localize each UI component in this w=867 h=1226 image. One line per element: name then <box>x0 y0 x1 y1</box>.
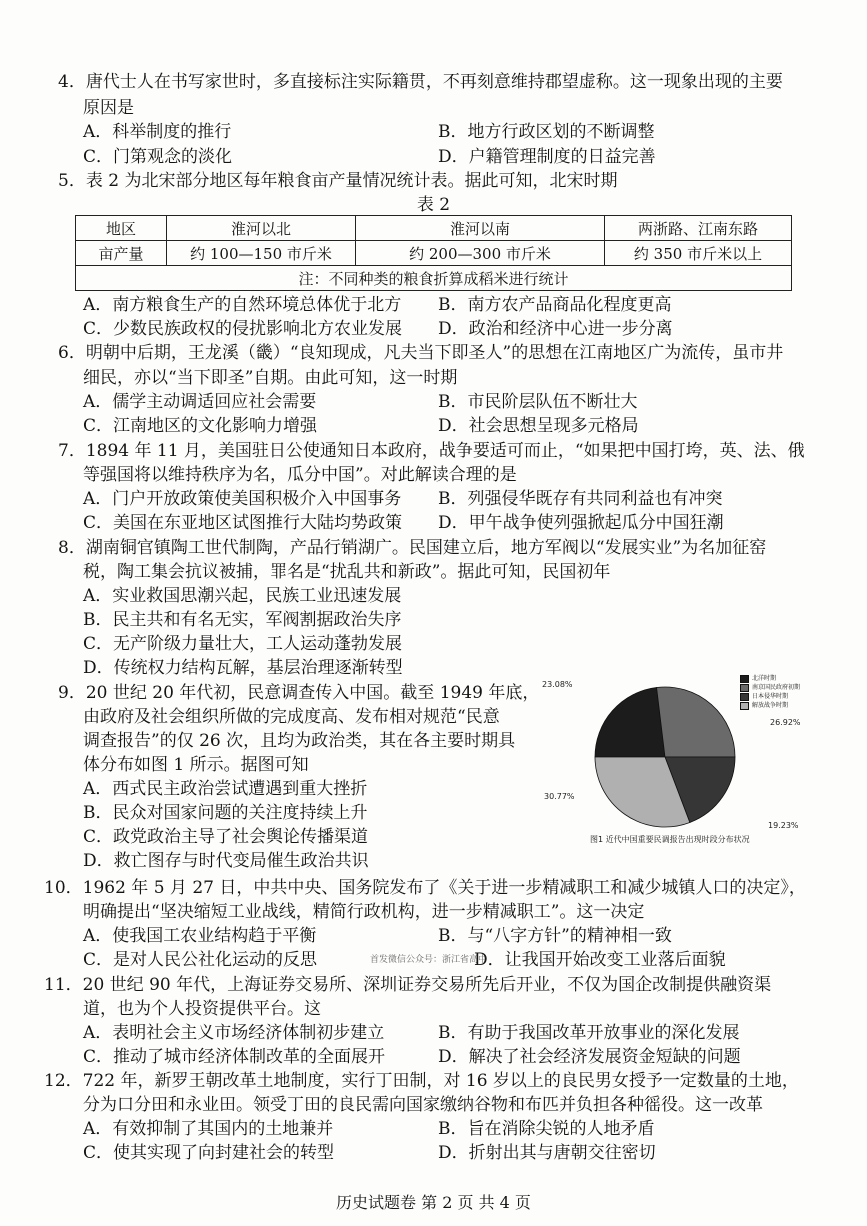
q10-stem-line1: 10．1962 年 5 月 27 日，中共中央、国务院发布了《关于进一步精减职工和减少城镇人口的决定》， <box>44 878 806 898</box>
q8-option-d: D．传统权力结构瓦解，基层治理逐渐转型 <box>83 658 403 678</box>
legend-item <box>740 683 800 692</box>
pie-label: 26.92% <box>770 718 801 727</box>
legend-label: 日本侵华时期 <box>752 693 789 700</box>
q6-option-b: B．市民阶层队伍不断壮大 <box>438 392 638 412</box>
q6-option-a: A．儒学主动调适回应社会需要 <box>83 392 317 412</box>
q8-stem-line2: 税，陶工集会抗议被捕，罪名是“扰乱共和新政”。据此可知，民国初年 <box>83 562 611 582</box>
legend-swatch <box>740 693 749 701</box>
q4-stem-line2: 原因是 <box>83 98 134 118</box>
q11-stem-line2: 道，也为个人投资提供平台。这 <box>83 999 321 1019</box>
q7-option-a: A．门户开放政策使美国积极介入中国事务 <box>83 489 402 509</box>
q6-stem-line1: 6．明朝中后期，王龙溪（畿）“良知现成，凡夫当下即圣人”的思想在江南地区广为流传，虽市井 <box>58 343 784 363</box>
q12-option-d: D．折射出其与唐朝交往密切 <box>438 1143 656 1163</box>
table-header-cell: 两浙路、江南东路 <box>605 216 792 241</box>
q8-option-b: B．民主共和有名无实，军阀割据政治失序 <box>83 610 402 630</box>
q9-stem-line2: 由政府及社会组织所做的完成度高、发布相对规范“民意 <box>83 707 500 727</box>
q9-stem-line4: 体分布如图 1 所示。据图可知 <box>83 755 309 775</box>
legend-item <box>740 701 800 710</box>
q9-option-d: D．救亡图存与时代变局催生政治共识 <box>83 851 369 871</box>
q12-stem-line2: 分为口分田和永业田。领受丁田的良民需向国家缴纳谷物和布匹并负担各种徭役。这一改革 <box>83 1095 763 1115</box>
pie-legend <box>740 674 800 710</box>
figure-1-pie-chart <box>540 672 845 857</box>
q5-table-title: 表 2 <box>416 195 451 215</box>
table-cell: 约 100—150 市斤米 <box>167 241 356 266</box>
q4-option-b: B．地方行政区划的不断调整 <box>438 122 655 142</box>
legend-item <box>740 692 800 701</box>
table-cell: 亩产量 <box>76 241 167 266</box>
q12-stem-line1: 12．722 年，新罗王朝改革土地制度，实行丁田制，对 16 岁以上的良民男女授予一定数量的土地， <box>44 1071 799 1091</box>
q4-option-d: D．户籍管理制度的日益完善 <box>438 147 656 167</box>
pie-label: 23.08% <box>542 680 573 689</box>
pie-slice <box>657 687 735 757</box>
legend-swatch <box>740 702 749 710</box>
q5-option-a: A．南方粮食生产的自然环境总体优于北方 <box>83 295 402 315</box>
q10-option-b: B．与“八字方针”的精神相一致 <box>438 926 672 946</box>
q7-stem-line2: 等强国将以维持秩序为名，瓜分中国”。对此解读合理的是 <box>83 465 517 485</box>
q5-table <box>75 215 792 291</box>
figure-caption: 图1 近代中国重要民调报告出现时段分布状况 <box>590 835 750 844</box>
q11-option-b: B．有助于我国改革开放事业的深化发展 <box>438 1023 740 1043</box>
q10-stem-line2: 明确提出“坚决缩短工业战线，精简行政机构，进一步精减职工”。这一决定 <box>83 902 645 922</box>
table-note: 注：不同种类的粮食折算成稻米进行统计 <box>76 266 792 291</box>
q11-option-c: C．推动了城市经济体制改革的全面展开 <box>83 1047 386 1067</box>
table-cell: 约 350 市斤米以上 <box>605 241 792 266</box>
q4-option-c: C．门第观念的淡化 <box>83 147 233 167</box>
q9-option-c: C．政党政治主导了社会舆论传播渠道 <box>83 827 369 847</box>
q8-option-c: C．无产阶级力量壮大，工人运动蓬勃发展 <box>83 634 403 654</box>
watermark: 首发微信公众号：浙江省高中 <box>370 955 488 965</box>
legend-label: 解放战争时期 <box>752 702 789 709</box>
q7-stem-line1: 7．1894 年 11 月，美国驻日公使通知日本政府，战争要适可而止，“如果把中国打垮，英、法、俄 <box>58 441 805 461</box>
q9-option-a: A．西式民主政治尝试遭遇到重大挫折 <box>83 779 368 799</box>
q7-option-c: C．美国在东亚地区试图推行大陆均势政策 <box>83 513 403 533</box>
q7-option-d: D．甲午战争使列强掀起瓜分中国狂潮 <box>438 513 724 533</box>
q11-option-a: A．表明社会主义市场经济体制初步建立 <box>83 1023 385 1043</box>
q5-option-c: C．少数民族政权的侵扰影响北方农业发展 <box>83 319 403 339</box>
q9-option-b: B．民众对国家问题的关注度持续上升 <box>83 803 368 823</box>
q4-stem-line1: 4．唐代士人在书写家世时，多直接标注实际籍贯，不再刻意维持郡望虚称。这一现象出现的主要 <box>58 72 783 92</box>
q12-option-c: C．使其实现了向封建社会的转型 <box>83 1143 335 1163</box>
q8-stem-line1: 8．湖南铜官镇陶工世代制陶，产品行销湖广。民国建立后，地方军阀以“发展实业”为名加征窑 <box>58 538 767 558</box>
q9-stem-line3: 调查报告”的仅 26 次，且均为政治类，其在各主要时期具 <box>83 731 516 751</box>
legend-item <box>740 674 800 683</box>
table-header-cell: 淮河以北 <box>167 216 356 241</box>
q4-option-a: A．科举制度的推行 <box>83 122 232 142</box>
table-cell: 约 200—300 市斤米 <box>356 241 605 266</box>
q11-stem-line1: 11．20 世纪 90 年代，上海证券交易所、深圳证券交易所先后开业，不仅为国企改制提供融资渠 <box>44 975 772 995</box>
q10-option-c: C．是对人民公社化运动的反思 <box>83 950 318 970</box>
q6-option-d: D．社会思想呈现多元格局 <box>438 416 639 436</box>
q8-option-a: A．实业救国思潮兴起，民族工业迅速发展 <box>83 586 402 606</box>
pie-label: 19.23% <box>768 821 799 830</box>
q9-stem-line1: 9．20 世纪 20 年代初，民意调查传入中国。截至 1949 年底， <box>58 683 540 703</box>
q11-option-d: D．解决了社会经济发展资金短缺的问题 <box>438 1047 741 1067</box>
legend-swatch <box>740 675 749 683</box>
legend-swatch <box>740 684 749 692</box>
q6-option-c: C．江南地区的文化影响力增强 <box>83 416 318 436</box>
q7-option-b: B．列强侵华既存有共同利益也有冲突 <box>438 489 723 509</box>
q10-option-d: D．让我国开始改变工业落后面貌 <box>474 950 726 970</box>
table-header-cell: 淮河以南 <box>356 216 605 241</box>
q6-stem-line2: 细民，亦以“当下即圣”自期。由此可知，这一时期 <box>83 368 458 388</box>
q5-option-d: D．政治和经济中心进一步分离 <box>438 319 673 339</box>
legend-label: 北洋时期 <box>752 675 777 682</box>
q5-stem-line1: 5．表 2 为北宋部分地区每年粮食亩产量情况统计表。据此可知，北宋时期 <box>58 171 618 191</box>
legend-label: 南京国民政府初期 <box>752 684 801 691</box>
table-header-cell: 地区 <box>76 216 167 241</box>
pie-label: 30.77% <box>544 792 575 801</box>
pie-slice <box>595 688 665 757</box>
q12-option-a: A．有效抑制了其国内的土地兼并 <box>83 1119 334 1139</box>
q12-option-b: B．旨在消除尖锐的人地矛盾 <box>438 1119 655 1139</box>
q5-option-b: B．南方农产品商品化程度更高 <box>438 295 672 315</box>
page-footer: 历史试题卷 第 2 页 共 4 页 <box>336 1193 531 1212</box>
q10-option-a: A．使我国工农业结构趋于平衡 <box>83 926 317 946</box>
